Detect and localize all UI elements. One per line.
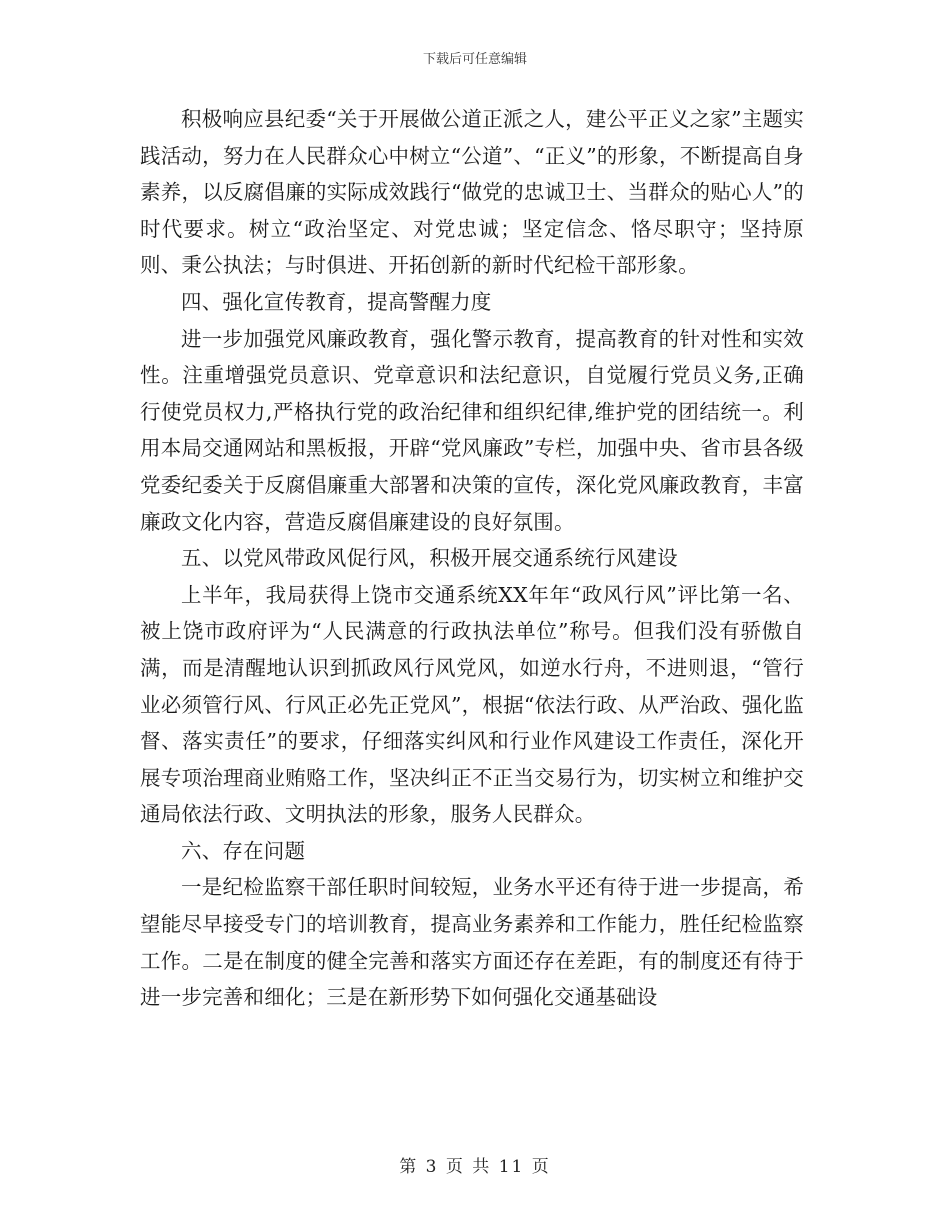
paragraph-existing-problems: 一是纪检监察干部任职时间较短，业务水平还有待于进一步提高，希望能尽早接受专门的培训教育，提高业务素养和工作能力，胜任纪检监察工作。二是在制度的健全完善和落实方面还存在差距，有的制度还有待于进一步完善和细化；三是在新形势下如何强化交通基础设	[140, 875, 804, 1010]
section-heading-6: 六、存在问题	[181, 838, 306, 863]
paragraph-publicity-education: 进一步加强党风廉政教育，强化警示教育，提高教育的针对性和实效性。注重增强党员意识、党章意识和法纪意识，自觉履行党员义务,正确行使党员权力,严格执行党的政治纪律和组织纪律,维护党的团结统一。利用本局交通网站和黑板报，开辟“党风廉政”专栏，加强中央、省市县各级党委纪委关于反腐倡廉重大部署和决策的宣传，深化党风廉政教育，丰富廉政文化内容，营造反腐倡廉建设的良好氛围。	[140, 326, 804, 534]
section-heading-5: 五、以党风带政风促行风，积极开展交通系统行风建设	[181, 546, 678, 571]
header-note: 下载后可任意编辑	[422, 52, 527, 67]
document-body	[140, 101, 804, 1016]
section-heading-4: 四、强化宣传教育，提高警醒力度	[181, 289, 492, 314]
paragraph-integrity-campaign: 积极响应县纪委“关于开展做公道正派之人，建公平正义之家”主题实践活动，努力在人民群众心中树立“公道”、“正义”的形象，不断提高自身素养，以反腐倡廉的实际成效践行“做党的忠诚卫士、当群众的贴心人”的时代要求。树立“政治坚定、对党忠诚；坚定信念、恪尽职守；坚持原则、秉公执法；与时俱进、开拓创新的新时代纪检干部形象。	[140, 107, 804, 278]
page-number: 第 3 页 共 11 页	[399, 1157, 551, 1177]
paragraph-industry-conduct: 上半年，我局获得上饶市交通系统XX年年“政风行风”评比第一名、被上饶市政府评为“人民满意的行政执法单位”称号。但我们没有骄傲自满，而是清醒地认识到抓政风行风党风，如逆水行舟，不进则退，“管行业必须管行风、行风正必先正党风”，根据“依法行政、从严治政、强化监督、落实责任”的要求，仔细落实纠风和行业作风建设工作责任，深化开展专项治理商业贿赂工作，坚决纠正不正当交易行为，切实树立和维护交通局依法行政、文明执法的形象，服务人民群众。	[140, 582, 804, 827]
